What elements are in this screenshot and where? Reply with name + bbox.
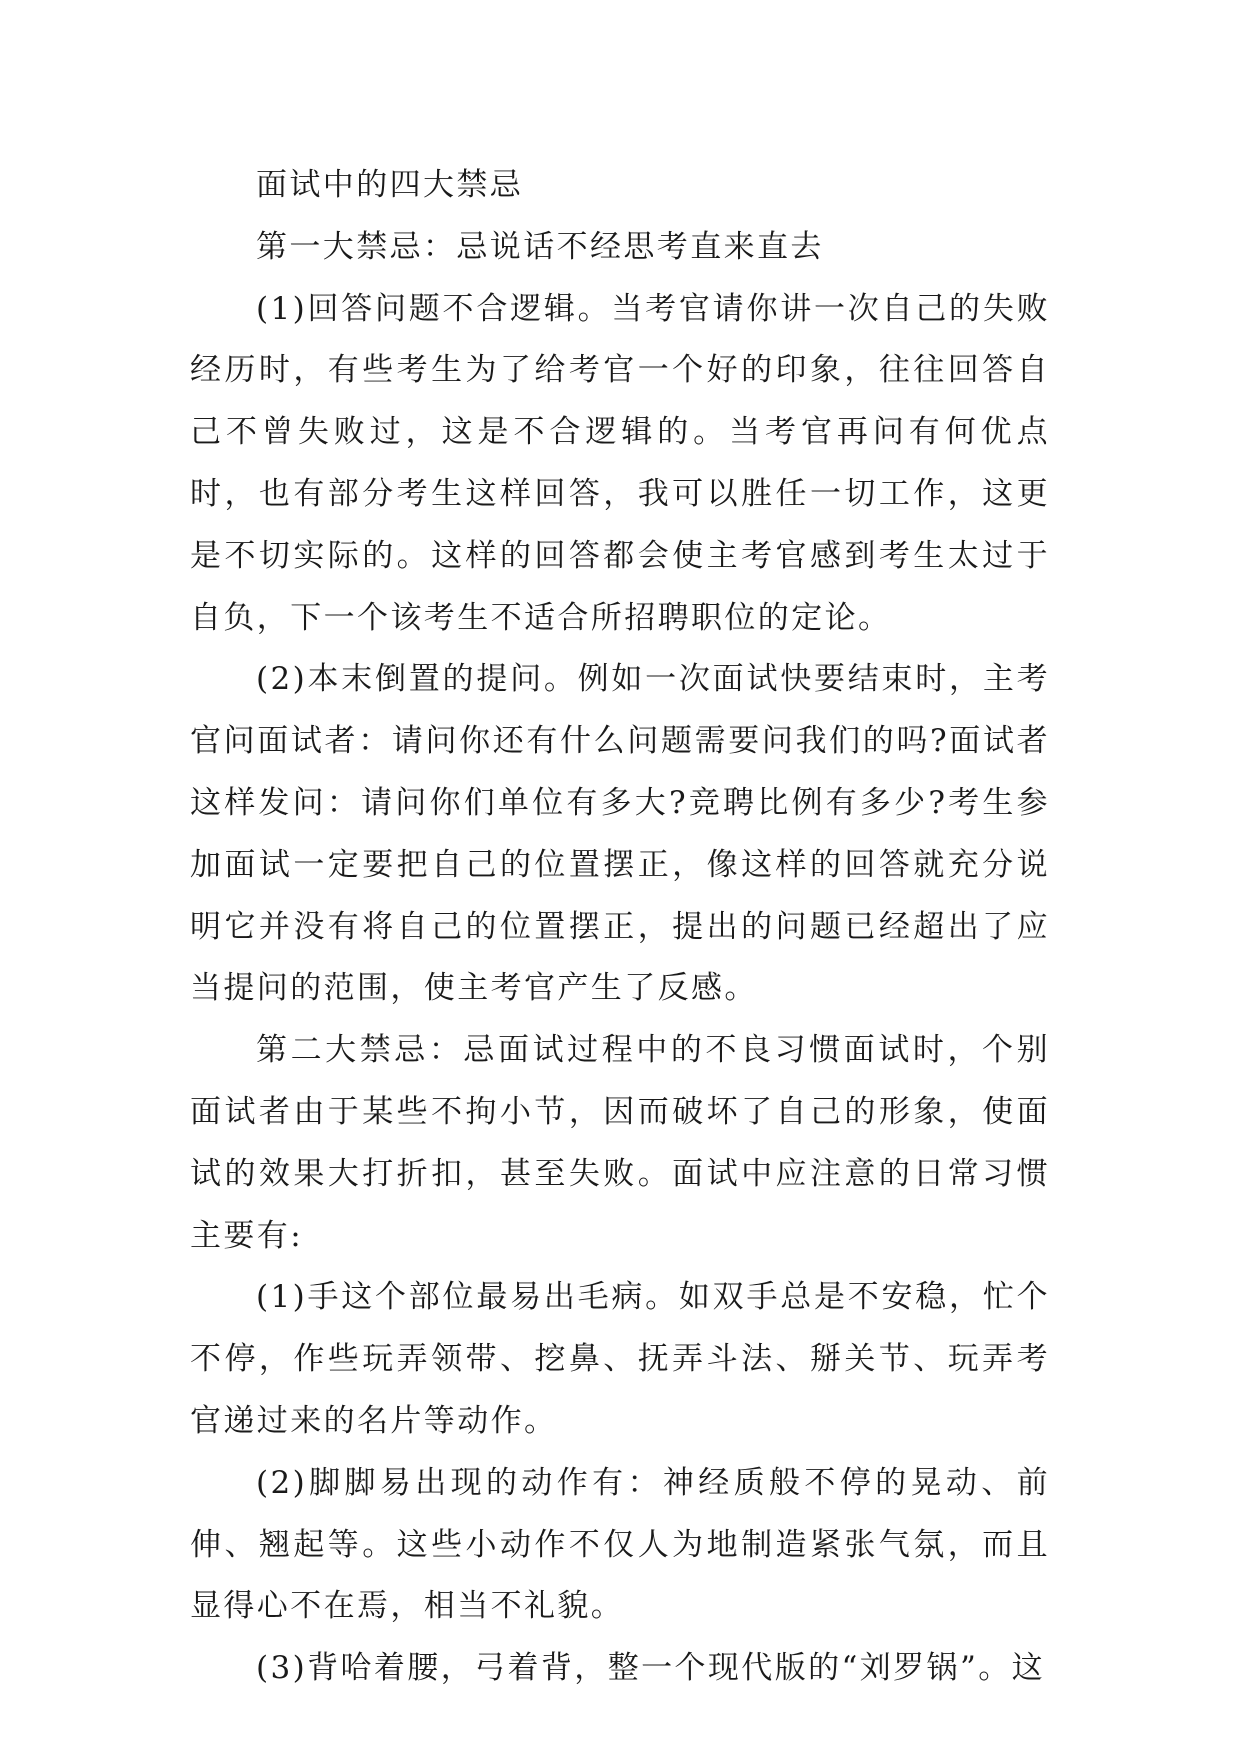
paragraph-inverted-questions: (2)本末倒置的提问。例如一次面试快要结束时，主考官问面试者：请问你还有什么问题需要问我们的吗?面试者这样发问：请问你们单位有多大?竞聘比例有多少?考生参加面试一定要把自己的位置摆正，像这样的回答就充分说明它并没有将自己的位置摆正，提出的问题已经超出了应当提问的范围，使主考官产生了反感。	[190, 661, 1050, 1007]
paragraph-feet: (2)脚脚易出现的动作有：神经质般不停的晃动、前伸、翘起等。这些小动作不仅人为地制造紧张气氛，而且显得心不在焉，相当不礼貌。	[190, 1464, 1050, 1625]
section-heading-first-taboo: 第一大禁忌：忌说话不经思考直来直去	[256, 228, 824, 265]
document-body	[190, 155, 1050, 1700]
section-heading-second-taboo: 第二大禁忌：忌面试过程中的不良习惯面试时，个别面试者由于某些不拘小节，因而破坏了自己的形象，使面试的效果大打折扣，甚至失败。面试中应注意的日常习惯主要有:	[190, 1032, 1050, 1254]
paragraph-back: (3)背哈着腰，弓着背，整一个现代版的“刘罗锅”。这	[256, 1650, 1046, 1687]
paragraph-hands: (1)手这个部位最易出毛病。如双手总是不安稳，忙个不停，作些玩弄领带、挖鼻、抚弄斗法、掰关节、玩弄考官递过来的名片等动作。	[190, 1279, 1050, 1439]
document-title: 面试中的四大禁忌	[256, 167, 524, 203]
paragraph-illogical-answers: (1)回答问题不合逻辑。当考官请你讲一次自己的失败经历时，有些考生为了给考官一个好的印象，往往回答自己不曾失败过，这是不合逻辑的。当考官再问有何优点时，也有部分考生这样回答，我可以胜任一切工作，这更是不切实际的。这样的回答都会使主考官感到考生太过于自负，下一个该考生不适合所招聘职位的定论。	[190, 290, 1050, 636]
